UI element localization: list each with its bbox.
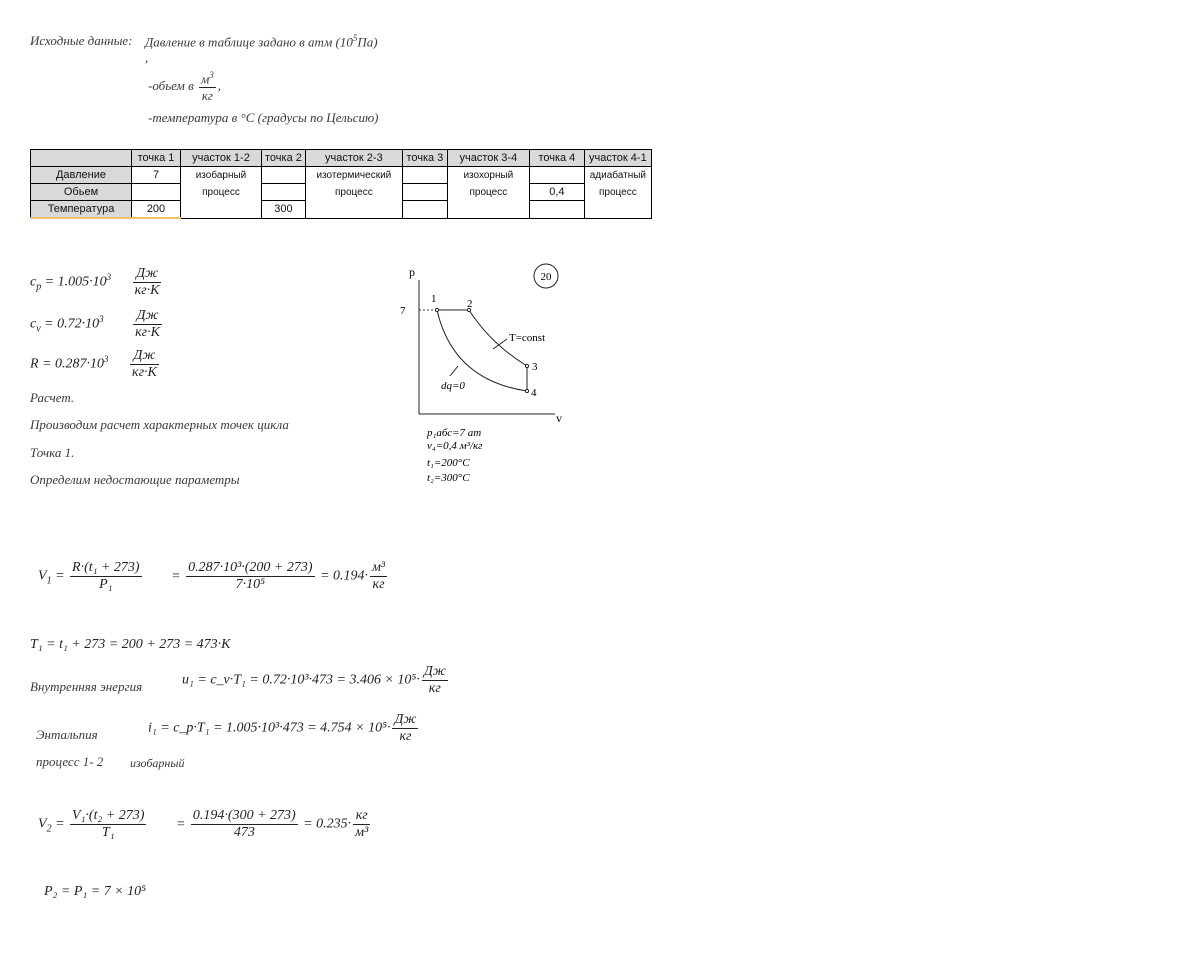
- header-cell: участок 4-1: [584, 150, 651, 167]
- p2-formula: P₂ = P₁ = 7 × 10⁵: [44, 884, 147, 899]
- v2-formula: $V_2$ = $\frac{\text{V₁·(t₂ + 273)}}{\text{T₁}}$ = $\frac{0.194\cdot(300 + 273)}{473}$ = 0.235· $\frac{кг}{\text{м³}}$: [38, 808, 369, 840]
- cell-p2-temperature: 300: [262, 201, 306, 219]
- t-const-leader: [493, 339, 507, 349]
- temperature-note: -температура в °С (градусы по Цельсию): [148, 110, 379, 125]
- cell-p4-volume: 0,4: [529, 184, 584, 201]
- v-axis-label: v: [556, 411, 562, 425]
- header-cell: точка 4: [529, 150, 584, 167]
- process-3-4: изохорный процесс: [447, 167, 529, 219]
- intro-label: Исходные данные:: [30, 33, 133, 48]
- process12-label: процесс 1- 2: [36, 754, 104, 769]
- u1-formula: u₁ = c_v·T₁ = 0.72·10³·473 = 3.406 × 10⁵· $\frac{Дж}{кг}$: [182, 664, 446, 696]
- note-v4: v₄=0,4 м³/кг: [427, 440, 483, 452]
- cell-p4-temperature: [529, 201, 584, 219]
- dq-leader: [450, 366, 458, 376]
- note-t2: t₂=300°C: [427, 472, 470, 484]
- t-const-label: T=const: [509, 332, 546, 344]
- note-p1: p₁абс=7 ат: [427, 427, 482, 439]
- calc-heading: Расчет.: [30, 390, 75, 405]
- process-1-2: изобарный процесс: [181, 167, 262, 219]
- point-4-marker: [525, 389, 528, 392]
- header-cell: [31, 150, 132, 167]
- header-cell: точка 2: [262, 150, 306, 167]
- isobaric-label: изобарный: [130, 756, 185, 770]
- point-3-label: 3: [532, 361, 538, 373]
- process-2-3: изотермический процесс: [305, 167, 402, 219]
- cell-p1-pressure: 7: [132, 167, 181, 184]
- cell-p4-pressure: [529, 167, 584, 184]
- r-formula: $R = 0.287\cdot 10^3$ $\frac{Дж}{кг\cdot К}$: [30, 348, 157, 380]
- header-cell: точка 1: [132, 150, 181, 167]
- pressure-note: Давление в таблице задано в атм $(10^5Па)$: [145, 33, 378, 50]
- p-tick-label: 7: [400, 305, 406, 317]
- p-axis-label: p: [409, 265, 415, 279]
- internal-energy-label: Внутренняя энергия: [30, 679, 143, 694]
- calc-points-text: Производим расчет характерных точек цикла: [30, 417, 289, 432]
- point-1-label: 1: [431, 293, 437, 305]
- cell-p2-pressure: [262, 167, 306, 184]
- point1-heading: Точка 1.: [30, 445, 75, 460]
- cp-formula: $c_p = 1.005\cdot 10^3$ $\frac{Дж}{кг\cdot К}$: [30, 266, 160, 298]
- point-3-marker: [525, 364, 528, 367]
- volume-note: -обьем в $\frac{м^3}{кг}$ ,: [148, 70, 222, 104]
- header-cell: участок 1-2: [181, 150, 262, 167]
- pv-diagram: [395, 262, 585, 492]
- t1-formula: T₁ = t₁ + 273 = 200 + 273 = 473·K: [30, 637, 231, 652]
- header-cell: участок 2-3: [305, 150, 402, 167]
- missing-params-text: Определим недостающие параметры: [30, 472, 240, 487]
- cell-p2-volume: [262, 184, 306, 201]
- point-2-label: 2: [467, 298, 473, 310]
- row-label: Температура: [31, 201, 132, 219]
- variant-number: 20: [540, 271, 552, 283]
- cell-p3-volume: [402, 184, 447, 201]
- point-1-marker: [435, 308, 438, 311]
- cell-p3-temperature: [402, 201, 447, 219]
- point-4-label: 4: [531, 387, 537, 399]
- header-cell: участок 3-4: [447, 150, 529, 167]
- enthalpy-label: Энтальпия: [36, 727, 98, 742]
- row-label: Давление: [31, 167, 132, 184]
- v1-formula: $V_1$ = $\frac{\text{R·(t₁ + 273)}}{\text{P₁}}$ = $\frac{\text{0.287·10³·(200 + 273)}}{\text{7·10⁵}}$ = 0.194· $\frac{\text{м³}}{кг}$: [38, 560, 386, 592]
- i1-formula: i₁ = c_p·T₁ = 1.005·10³·473 = 4.754 × 10⁵· $\frac{Дж}{кг}$: [148, 712, 417, 744]
- header-cell: точка 3: [402, 150, 447, 167]
- cv-formula: $c_v = 0.72\cdot 10^3$ $\frac{Дж}{кг\cdot К}$: [30, 308, 160, 340]
- comma: ,: [145, 50, 149, 65]
- adiabat-4-1: [437, 310, 527, 391]
- data-table: [30, 149, 652, 219]
- cell-p1-volume: [132, 184, 181, 201]
- note-t1: t₁=200°C: [427, 457, 470, 469]
- cell-p1-temperature: 200: [132, 201, 181, 219]
- cell-p3-pressure: [402, 167, 447, 184]
- row-label: Обьем: [31, 184, 132, 201]
- dq-label: dq=0: [441, 380, 465, 392]
- process-4-1: адиабатный процесс: [584, 167, 651, 219]
